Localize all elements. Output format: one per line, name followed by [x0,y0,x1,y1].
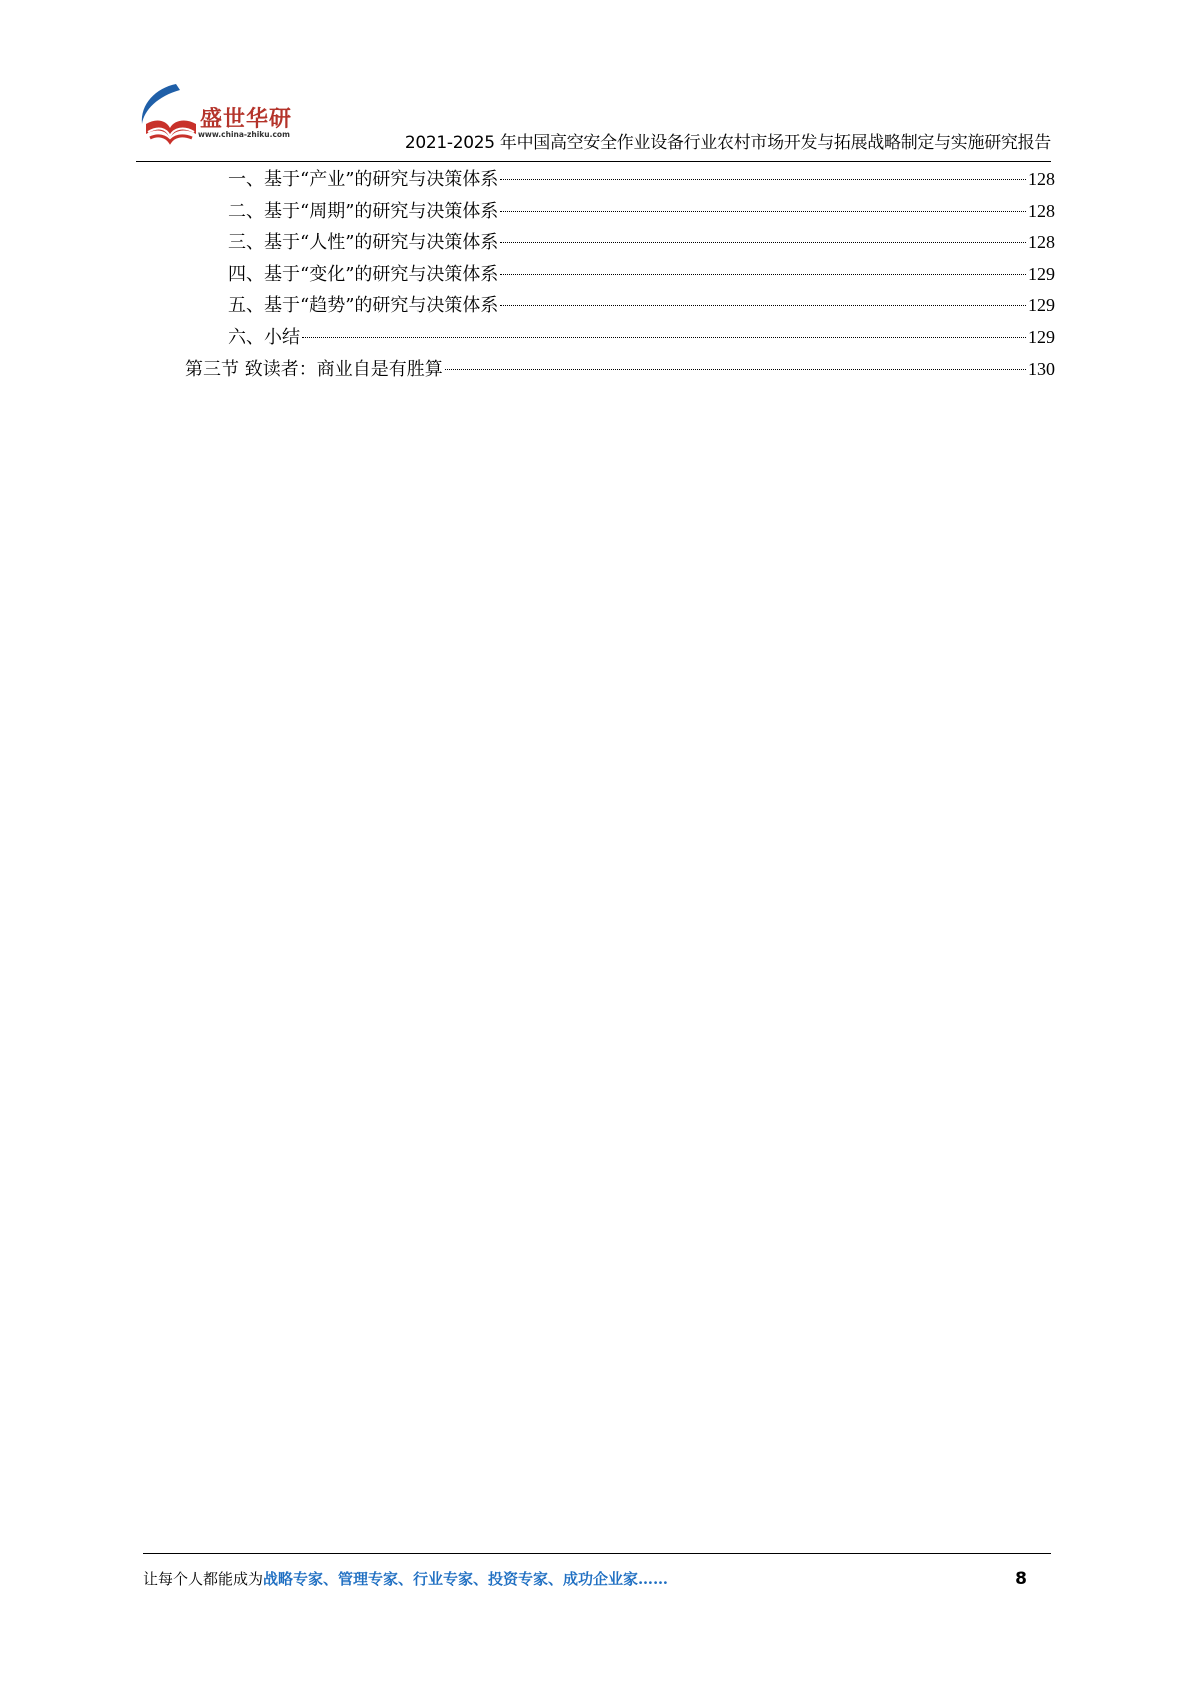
footer-slogan-highlight: 战略专家、管理专家、行业专家、投资专家、成功企业家…… [263,1570,669,1588]
page-footer [143,1567,1051,1591]
logo-url: www.china-zhiku.com [198,130,290,139]
toc-entry[interactable] [185,354,1055,386]
footer-divider [143,1553,1051,1554]
toc-entry[interactable] [185,164,1055,196]
header-divider [136,161,1051,162]
toc-dot-leader [500,305,1026,306]
toc-dot-leader [500,242,1026,243]
logo-name: 盛世华研 [200,107,293,132]
company-logo [136,80,326,150]
toc-entry-page: 130 [1028,358,1055,379]
toc-entry-label: 六、小结 [228,326,300,348]
toc-entry-page: 128 [1028,232,1055,253]
toc-entry-page: 129 [1028,326,1055,347]
toc-entry[interactable] [185,259,1055,291]
toc-entry[interactable] [185,322,1055,354]
table-of-contents [185,164,1055,385]
toc-entry[interactable] [185,290,1055,322]
page-number: 8 [1015,1569,1027,1589]
toc-dot-leader [500,179,1026,180]
toc-entry-page: 128 [1028,200,1055,221]
toc-entry-label: 三、基于“人性”的研究与决策体系 [228,232,499,254]
toc-entry-label: 第三节 致读者：商业自是有胜算 [185,358,443,380]
toc-dot-leader [500,274,1026,275]
toc-entry-label: 五、基于“趋势”的研究与决策体系 [228,295,499,317]
toc-entry-label: 四、基于“变化”的研究与决策体系 [228,263,499,285]
toc-dot-leader [302,337,1026,338]
book-logo-icon [136,80,200,150]
toc-dot-leader [445,369,1026,370]
toc-entry-page: 129 [1028,295,1055,316]
page-header [136,80,1051,163]
toc-entry[interactable] [185,196,1055,228]
toc-entry-page: 128 [1028,169,1055,189]
report-title: 2021-2025 年中国高空安全作业设备行业农村市场开发与拓展战略制定与实施研究报告 [404,133,1051,153]
footer-slogan-prefix: 让每个人都能成为 [143,1570,264,1588]
toc-dot-leader [500,211,1026,212]
toc-entry[interactable] [185,227,1055,259]
toc-entry-page: 129 [1028,263,1055,284]
toc-entry-label: 二、基于“周期”的研究与决策体系 [228,200,499,222]
toc-entry-label: 一、基于“产业”的研究与决策体系 [228,169,499,190]
